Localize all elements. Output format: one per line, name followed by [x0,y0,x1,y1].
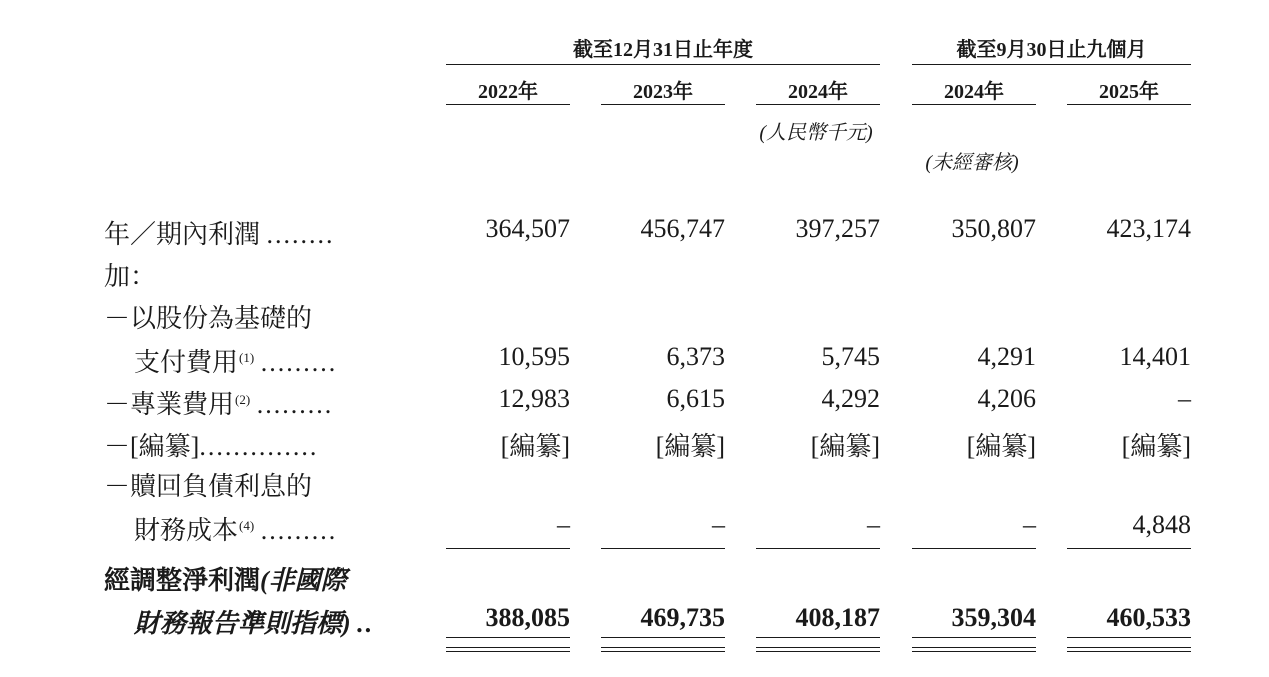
total-rule-top [756,637,880,638]
table-cell: 12,983 [498,384,570,413]
total-rule-top [446,637,570,638]
table-cell: – [1178,384,1191,413]
year-header: 2022年 [478,81,538,103]
total-rule-top [601,637,725,638]
double-underline [756,647,880,648]
year-header-rule [601,104,725,105]
table-cell: [編纂] [655,432,725,461]
table-cell: – [557,510,570,539]
subtotal-rule [1067,548,1191,549]
row-label: －贖回負債利息的 [104,472,313,501]
subtotal-rule [446,548,570,549]
double-underline [912,647,1036,648]
double-underline [446,651,570,652]
subtotal-rule [601,548,725,549]
subtotal-rule [756,548,880,549]
leader-dots: .. [357,609,375,638]
row-label: 加： [104,262,157,291]
double-underline [601,651,725,652]
row-label-text: －專業費用 [104,390,235,419]
double-underline [1067,651,1191,652]
double-underline [912,651,1036,652]
row-label [134,342,337,379]
table-cell: 4,848 [1132,510,1191,539]
leader-dots: .............. [199,432,319,461]
table-cell: 350,807 [951,214,1036,243]
year-header-rule [912,104,1036,105]
footnote-ref: (1) [239,350,255,365]
row-label-text: 財務成本 [134,516,239,545]
table-cell: [編纂] [966,432,1036,461]
table-cell: 4,292 [821,384,880,413]
total-label-italic: (非國際 [260,566,347,595]
table-cell: 5,745 [821,342,880,371]
total-rule-top [912,637,1036,638]
row-label [104,214,335,251]
total-label-main: 經調整淨利潤 [104,566,261,595]
table-cell: 6,373 [666,342,725,371]
total-cell: 469,735 [640,603,725,632]
table-cell: 4,206 [977,384,1036,413]
unaudited-note: (未經審核) [925,152,1019,174]
table-cell: 14,401 [1119,342,1191,371]
total-label-line2 [134,603,374,640]
year-header: 2024年 [944,81,1004,103]
table-cell: 364,507 [485,214,570,243]
unit-note: (人民幣千元) [759,122,873,144]
total-cell: 408,187 [795,603,880,632]
row-label-text: －[編纂] [104,432,200,461]
double-underline [1067,647,1191,648]
total-cell: 460,533 [1106,603,1191,632]
double-underline [601,647,725,648]
year-header-rule [1067,104,1191,105]
leader-dots: ......... [256,390,334,419]
double-underline [756,651,880,652]
year-header: 2025年 [1099,81,1159,103]
row-label [104,384,333,421]
table-cell: – [1023,510,1036,539]
table-cell: 397,257 [795,214,880,243]
leader-dots: ........ [266,220,335,249]
row-label: －以股份為基礎的 [104,304,313,333]
year-header-rule [756,104,880,105]
table-cell: [編纂] [810,432,880,461]
row-label-text: 年／期內利潤 [104,220,261,249]
table-cell: [編纂] [500,432,570,461]
total-cell: 388,085 [485,603,570,632]
total-label-line1 [104,560,347,597]
table-cell: 6,615 [666,384,725,413]
footnote-ref: (4) [239,518,255,533]
table-cell: [編纂] [1121,432,1191,461]
leader-dots: ......... [260,348,338,377]
row-label [104,426,318,463]
total-label-text: 財務報告準則指標) [134,609,351,638]
table-cell: 4,291 [977,342,1036,371]
footnote-ref: (2) [235,392,251,407]
leader-dots: ......... [260,516,338,545]
row-label-text: 支付費用 [134,348,239,377]
table-cell: 10,595 [498,342,570,371]
table-cell: 456,747 [640,214,725,243]
group-header-full-year-rule [446,64,880,65]
year-header: 2023年 [633,81,693,103]
total-cell: 359,304 [951,603,1036,632]
year-header: 2024年 [788,81,848,103]
subtotal-rule [912,548,1036,549]
total-rule-top [1067,637,1191,638]
group-header-full-year: 截至12月31日止年度 [573,39,753,61]
table-cell: – [867,510,880,539]
row-label [134,510,337,547]
table-cell: 423,174 [1106,214,1191,243]
double-underline [446,647,570,648]
group-header-nine-months-rule [912,64,1191,65]
year-header-rule [446,104,570,105]
table-cell: – [712,510,725,539]
group-header-nine-months: 截至9月30日止九個月 [956,39,1147,61]
